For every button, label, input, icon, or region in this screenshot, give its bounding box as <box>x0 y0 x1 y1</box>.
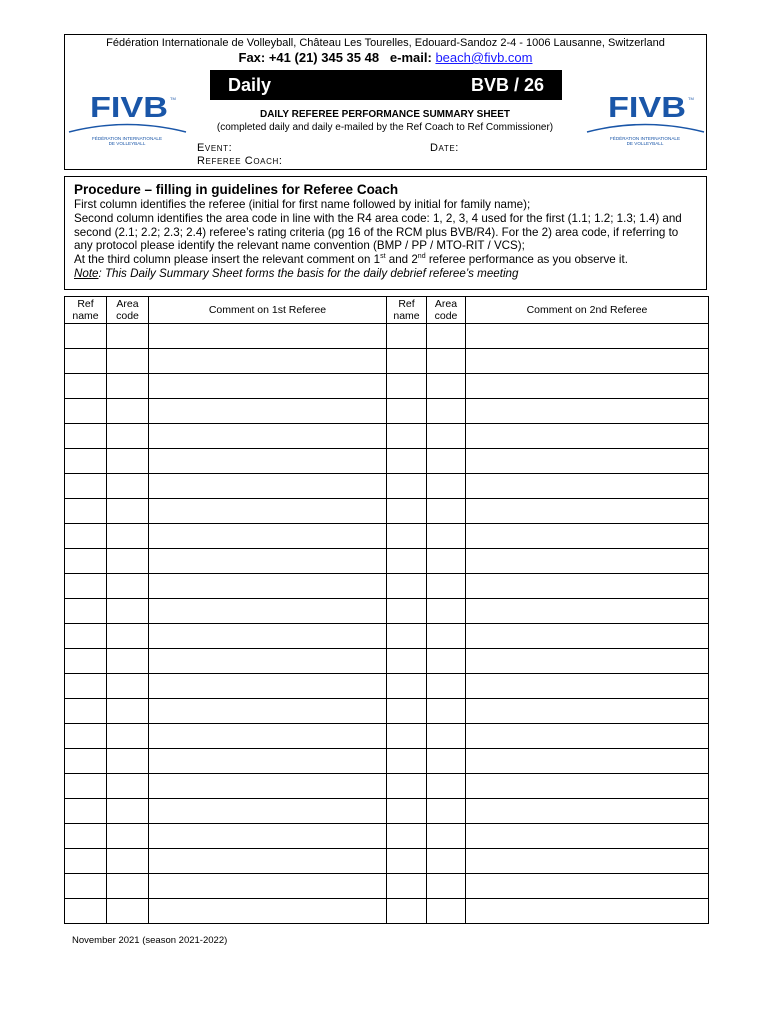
procedure-line-1: First column identifies the referee (initial for first name followed by initial for family name); <box>74 198 531 211</box>
cell-area-code-1[interactable] <box>107 374 149 399</box>
referee-comment-table <box>64 296 709 924</box>
cell-area-code-2[interactable] <box>427 649 466 674</box>
cell-ref-name-2[interactable] <box>387 574 427 599</box>
cell-area-code-2[interactable] <box>427 574 466 599</box>
table-row <box>65 449 709 474</box>
cell-comment-1st-referee[interactable] <box>149 624 387 649</box>
cell-comment-2nd-referee[interactable] <box>466 549 709 574</box>
federation-address: Fédération Internationale de Volleyball, Château Les Tourelles, Edouard-Sandoz 2-4 - 1006 Lausanne, Switzerland <box>106 37 665 49</box>
table-row <box>65 874 709 899</box>
cell-comment-1st-referee[interactable] <box>149 874 387 899</box>
contact-line <box>64 50 707 65</box>
table-row <box>65 899 709 924</box>
cell-ref-name-2[interactable] <box>387 324 427 349</box>
cell-ref-name-1[interactable] <box>65 524 107 549</box>
cell-comment-2nd-referee[interactable] <box>466 724 709 749</box>
cell-comment-1st-referee[interactable] <box>149 524 387 549</box>
cell-ref-name-2[interactable] <box>387 399 427 424</box>
procedure-box <box>64 176 707 290</box>
procedure-line-4: any protocol please identify the relevant name convention (BMP / PP / MTO-RIT / VCS); <box>74 239 525 253</box>
cell-area-code-1[interactable] <box>107 724 149 749</box>
cell-ref-name-2[interactable] <box>387 424 427 449</box>
cell-comment-1st-referee[interactable] <box>149 824 387 849</box>
cell-comment-1st-referee[interactable] <box>149 849 387 874</box>
cell-comment-2nd-referee[interactable] <box>466 449 709 474</box>
cell-area-code-2[interactable] <box>427 699 466 724</box>
cell-comment-2nd-referee[interactable] <box>466 574 709 599</box>
cell-area-code-2[interactable] <box>427 349 466 374</box>
email-link[interactable]: beach@fivb.com <box>435 50 533 65</box>
cell-ref-name-2[interactable] <box>387 449 427 474</box>
table-row <box>65 649 709 674</box>
cell-area-code-1[interactable] <box>107 574 149 599</box>
cell-comment-1st-referee[interactable] <box>149 499 387 524</box>
cell-comment-2nd-referee[interactable] <box>466 524 709 549</box>
cell-area-code-2[interactable] <box>427 624 466 649</box>
title-daily: Daily <box>228 74 272 95</box>
cell-ref-name-2[interactable] <box>387 624 427 649</box>
cell-comment-2nd-referee[interactable] <box>466 624 709 649</box>
cell-area-code-1[interactable] <box>107 474 149 499</box>
cell-ref-name-1[interactable] <box>65 474 107 499</box>
table-row <box>65 549 709 574</box>
title-form-code: BVB / 26 <box>470 74 544 95</box>
cell-area-code-2[interactable] <box>427 774 466 799</box>
cell-ref-name-1[interactable] <box>65 824 107 849</box>
procedure-line-5: At the third column please insert the relevant comment on 1st and 2nd referee performance as you observe it. <box>74 253 628 267</box>
cell-ref-name-2[interactable] <box>387 349 427 374</box>
cell-area-code-1[interactable] <box>107 649 149 674</box>
cell-area-code-1[interactable] <box>107 399 149 424</box>
cell-area-code-1[interactable] <box>107 599 149 624</box>
cell-ref-name-2[interactable] <box>387 749 427 774</box>
cell-area-code-1[interactable] <box>107 624 149 649</box>
cell-ref-name-2[interactable] <box>387 774 427 799</box>
cell-ref-name-1[interactable] <box>65 349 107 374</box>
cell-comment-2nd-referee[interactable] <box>466 349 709 374</box>
cell-area-code-2[interactable] <box>427 499 466 524</box>
table-row <box>65 749 709 774</box>
note-label: Note <box>74 266 99 280</box>
cell-area-code-2[interactable] <box>427 849 466 874</box>
table-row <box>65 574 709 599</box>
cell-comment-1st-referee[interactable] <box>149 474 387 499</box>
cell-comment-1st-referee[interactable] <box>149 599 387 624</box>
cell-comment-1st-referee[interactable] <box>149 699 387 724</box>
cell-comment-2nd-referee[interactable] <box>466 774 709 799</box>
cell-ref-name-2[interactable] <box>387 899 427 924</box>
cell-area-code-2[interactable] <box>427 449 466 474</box>
date-label: Date: <box>430 142 459 154</box>
cell-area-code-2[interactable] <box>427 899 466 924</box>
col-area-code-2: Area code <box>427 297 466 324</box>
cell-ref-name-2[interactable] <box>387 374 427 399</box>
cell-area-code-2[interactable] <box>427 324 466 349</box>
cell-area-code-2[interactable] <box>427 874 466 899</box>
cell-comment-1st-referee[interactable] <box>149 774 387 799</box>
cell-area-code-2[interactable] <box>427 424 466 449</box>
cell-comment-1st-referee[interactable] <box>149 324 387 349</box>
cell-ref-name-1[interactable] <box>65 499 107 524</box>
cell-ref-name-1[interactable] <box>65 324 107 349</box>
table-row <box>65 499 709 524</box>
col-ref-name-1: Ref name <box>65 297 107 324</box>
cell-ref-name-1[interactable] <box>65 799 107 824</box>
event-label: Event: <box>197 142 233 154</box>
cell-area-code-1[interactable] <box>107 824 149 849</box>
cell-area-code-1[interactable] <box>107 849 149 874</box>
cell-comment-2nd-referee[interactable] <box>466 699 709 724</box>
referee-coach-label: Referee Coach: <box>197 155 283 167</box>
cell-comment-1st-referee[interactable] <box>149 349 387 374</box>
logo-line-2: DE VOLLEYBALL <box>108 141 146 146</box>
sheet-instructions: (completed daily and daily e-mailed by the Ref Coach to Ref Commissioner) <box>216 122 554 133</box>
cell-area-code-2[interactable] <box>427 799 466 824</box>
cell-area-code-1[interactable] <box>107 449 149 474</box>
table-row <box>65 624 709 649</box>
cell-area-code-2[interactable] <box>427 399 466 424</box>
table-row <box>65 824 709 849</box>
procedure-title: Procedure – filling in guidelines for Referee Coach <box>74 182 399 197</box>
cell-comment-2nd-referee[interactable] <box>466 824 709 849</box>
table-row <box>65 324 709 349</box>
logo-tm: TM <box>688 96 694 101</box>
cell-ref-name-2[interactable] <box>387 524 427 549</box>
cell-comment-1st-referee[interactable] <box>149 574 387 599</box>
cell-ref-name-1[interactable] <box>65 624 107 649</box>
cell-area-code-1[interactable] <box>107 324 149 349</box>
cell-comment-1st-referee[interactable] <box>149 424 387 449</box>
cell-comment-1st-referee[interactable] <box>149 549 387 574</box>
table-row <box>65 774 709 799</box>
cell-ref-name-1[interactable] <box>65 374 107 399</box>
cell-area-code-1[interactable] <box>107 424 149 449</box>
col-area-code-1: Area code <box>107 297 149 324</box>
cell-area-code-1[interactable] <box>107 774 149 799</box>
table-row <box>65 424 709 449</box>
cell-ref-name-1[interactable] <box>65 874 107 899</box>
table-row <box>65 699 709 724</box>
cell-area-code-2[interactable] <box>427 374 466 399</box>
cell-comment-1st-referee[interactable] <box>149 749 387 774</box>
cell-ref-name-2[interactable] <box>387 474 427 499</box>
cell-comment-1st-referee[interactable] <box>149 649 387 674</box>
title-bar <box>210 70 562 100</box>
cell-area-code-2[interactable] <box>427 749 466 774</box>
logo-wordmark: FIVB <box>90 92 168 124</box>
cell-ref-name-1[interactable] <box>65 449 107 474</box>
cell-comment-2nd-referee[interactable] <box>466 474 709 499</box>
fivb-logo-left <box>66 90 188 146</box>
cell-ref-name-1[interactable] <box>65 549 107 574</box>
cell-ref-name-2[interactable] <box>387 724 427 749</box>
cell-comment-1st-referee[interactable] <box>149 799 387 824</box>
cell-ref-name-1[interactable] <box>65 574 107 599</box>
cell-ref-name-1[interactable] <box>65 399 107 424</box>
cell-comment-1st-referee[interactable] <box>149 674 387 699</box>
cell-comment-2nd-referee[interactable] <box>466 499 709 524</box>
table-row <box>65 674 709 699</box>
cell-ref-name-1[interactable] <box>65 724 107 749</box>
cell-ref-name-2[interactable] <box>387 649 427 674</box>
cell-ref-name-2[interactable] <box>387 599 427 624</box>
cell-comment-2nd-referee[interactable] <box>466 674 709 699</box>
fax-number: Fax: +41 (21) 345 35 48 <box>238 50 380 65</box>
cell-area-code-2[interactable] <box>427 474 466 499</box>
cell-ref-name-1[interactable] <box>65 774 107 799</box>
procedure-note <box>74 267 697 281</box>
cell-comment-2nd-referee[interactable] <box>466 649 709 674</box>
sheet-title: DAILY REFEREE PERFORMANCE SUMMARY SHEET <box>259 109 511 120</box>
cell-comment-2nd-referee[interactable] <box>466 399 709 424</box>
cell-area-code-1[interactable] <box>107 749 149 774</box>
cell-area-code-2[interactable] <box>427 524 466 549</box>
cell-comment-1st-referee[interactable] <box>149 899 387 924</box>
table-row <box>65 399 709 424</box>
logo-wordmark: FIVB <box>608 92 686 124</box>
cell-ref-name-2[interactable] <box>387 674 427 699</box>
table-row <box>65 524 709 549</box>
col-comment-2nd-referee: Comment on 2nd Referee <box>466 297 709 324</box>
cell-ref-name-2[interactable] <box>387 874 427 899</box>
cell-comment-2nd-referee[interactable] <box>466 799 709 824</box>
cell-comment-1st-referee[interactable] <box>149 449 387 474</box>
cell-ref-name-1[interactable] <box>65 699 107 724</box>
cell-area-code-2[interactable] <box>427 549 466 574</box>
logo-line-1: FÉDÉRATION INTERNATIONALE <box>609 136 681 141</box>
cell-ref-name-1[interactable] <box>65 424 107 449</box>
cell-ref-name-1[interactable] <box>65 849 107 874</box>
cell-area-code-1[interactable] <box>107 899 149 924</box>
cell-area-code-1[interactable] <box>107 524 149 549</box>
cell-comment-2nd-referee[interactable] <box>466 599 709 624</box>
footer-date: November 2021 (season 2021-2022) <box>72 935 228 946</box>
cell-ref-name-2[interactable] <box>387 849 427 874</box>
cell-ref-name-2[interactable] <box>387 499 427 524</box>
cell-ref-name-2[interactable] <box>387 824 427 849</box>
cell-area-code-1[interactable] <box>107 349 149 374</box>
logo-tm: TM <box>170 96 176 101</box>
cell-comment-1st-referee[interactable] <box>149 374 387 399</box>
cell-area-code-1[interactable] <box>107 674 149 699</box>
logo-line-1: FÉDÉRATION INTERNATIONALE <box>91 136 163 141</box>
cell-area-code-1[interactable] <box>107 699 149 724</box>
email-label: e-mail: <box>389 50 432 65</box>
cell-ref-name-1[interactable] <box>65 749 107 774</box>
cell-comment-2nd-referee[interactable] <box>466 749 709 774</box>
cell-area-code-2[interactable] <box>427 674 466 699</box>
cell-area-code-2[interactable] <box>427 599 466 624</box>
cell-ref-name-1[interactable] <box>65 649 107 674</box>
cell-comment-2nd-referee[interactable] <box>466 424 709 449</box>
fivb-logo-right <box>584 90 706 146</box>
cell-area-code-1[interactable] <box>107 549 149 574</box>
cell-ref-name-1[interactable] <box>65 599 107 624</box>
col-comment-1st-referee: Comment on 1st Referee <box>149 297 387 324</box>
cell-comment-2nd-referee[interactable] <box>466 899 709 924</box>
table-row <box>65 599 709 624</box>
logo-line-2: DE VOLLEYBALL <box>626 141 664 146</box>
cell-area-code-1[interactable] <box>107 499 149 524</box>
cell-area-code-1[interactable] <box>107 799 149 824</box>
cell-ref-name-2[interactable] <box>387 549 427 574</box>
procedure-line-3: second (2.1; 2.2; 2.3; 2.4) referee’s rating criteria (pg 16 of the RCM plus BVB/R4). For the 2) area code, if referring to <box>74 225 679 239</box>
cell-area-code-2[interactable] <box>427 724 466 749</box>
table-row <box>65 349 709 374</box>
cell-ref-name-1[interactable] <box>65 674 107 699</box>
cell-comment-2nd-referee[interactable] <box>466 374 709 399</box>
table-row <box>65 799 709 824</box>
cell-ref-name-2[interactable] <box>387 799 427 824</box>
cell-comment-2nd-referee[interactable] <box>466 874 709 899</box>
cell-comment-2nd-referee[interactable] <box>466 324 709 349</box>
note-text: : This Daily Summary Sheet forms the basis for the daily debrief referee’s meeting <box>98 266 519 280</box>
cell-area-code-1[interactable] <box>107 874 149 899</box>
table-row <box>65 724 709 749</box>
cell-ref-name-2[interactable] <box>387 699 427 724</box>
table-row <box>65 849 709 874</box>
cell-area-code-2[interactable] <box>427 824 466 849</box>
col-ref-name-2: Ref name <box>387 297 427 324</box>
procedure-line-2: Second column identifies the area code in line with the R4 area code: 1, 2, 3, 4 used for the first (1.1; 1.2; 1.3; 1.4) and <box>74 211 682 225</box>
table-row <box>65 374 709 399</box>
cell-comment-2nd-referee[interactable] <box>466 849 709 874</box>
cell-comment-1st-referee[interactable] <box>149 724 387 749</box>
cell-ref-name-1[interactable] <box>65 899 107 924</box>
table-row <box>65 474 709 499</box>
cell-comment-1st-referee[interactable] <box>149 399 387 424</box>
